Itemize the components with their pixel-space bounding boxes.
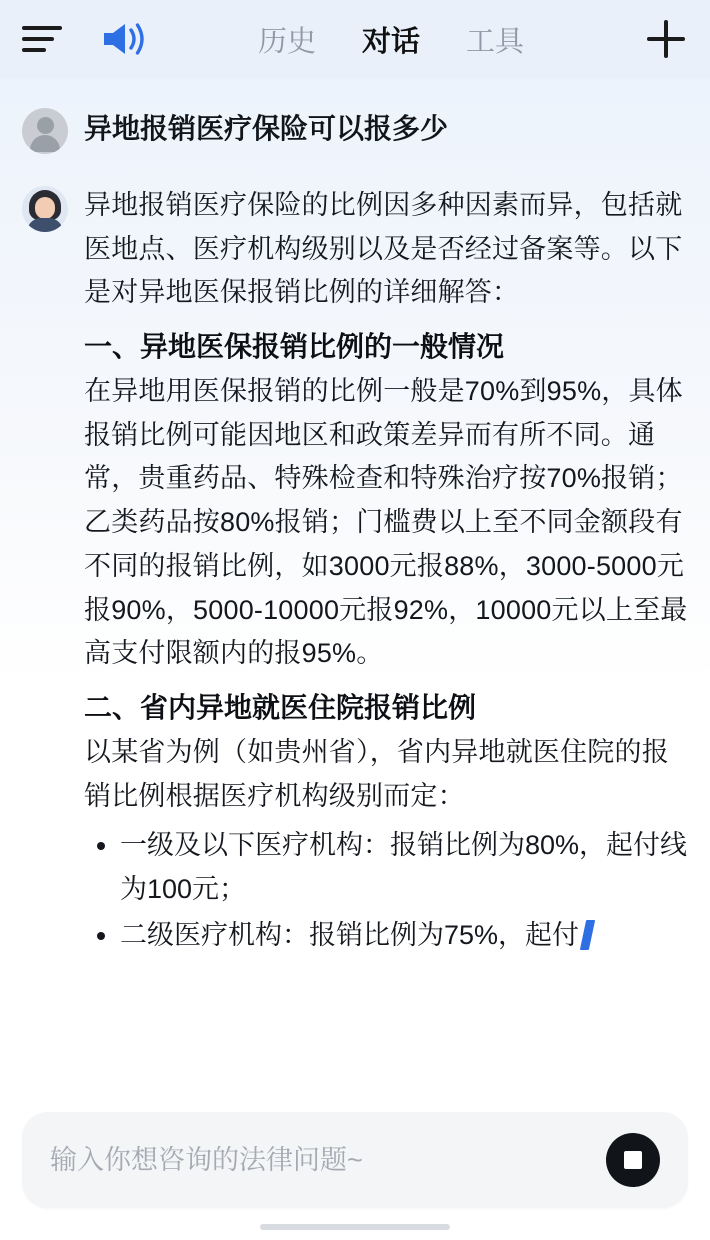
- avatar-face: [35, 197, 55, 219]
- bullet-text-2: 二级医疗机构：报销比例为75%，起付: [120, 919, 580, 950]
- list-item: [120, 824, 688, 911]
- menu-line-3: [22, 48, 46, 52]
- stop-square-icon: [624, 1151, 642, 1169]
- composer[interactable]: [22, 1112, 688, 1208]
- menu-line-1: [22, 26, 62, 30]
- menu-line-2: [22, 37, 54, 41]
- conversation-area: [0, 78, 710, 1110]
- user-question-text: 异地报销医疗保险可以报多少: [84, 113, 449, 144]
- assistant-message-body: [84, 184, 688, 960]
- section-two-paragraph: 以某省为例（如贵州省），省内异地就医住院的报销比例根据医疗机构级别而定：: [84, 736, 669, 811]
- typing-caret-icon: [580, 920, 595, 950]
- list-item: [120, 914, 688, 958]
- user-avatar: [22, 108, 68, 154]
- user-message: [22, 78, 688, 154]
- speaker-on-icon[interactable]: [98, 17, 146, 61]
- avatar-body: [27, 218, 63, 232]
- tab-tools[interactable]: 工具: [466, 25, 525, 58]
- assistant-intro-paragraph: 异地报销医疗保险的比例因多种因素而异，包括就医地点、医疗机构级别以及是否经过备案等。以下是对异地医保报销比例的详细解答：: [84, 190, 683, 308]
- assistant-avatar: [22, 186, 68, 232]
- bullet-text-1: 一级及以下医疗机构：报销比例为80%，起付线为100元；: [120, 830, 688, 905]
- section-two-heading: 二、省内异地就医住院报销比例: [84, 692, 477, 724]
- tab-conversation[interactable]: 对话: [361, 25, 420, 58]
- assistant-message: [22, 154, 688, 960]
- tab-bar: [146, 19, 636, 60]
- tab-history[interactable]: 历史: [257, 25, 316, 58]
- hamburger-menu-icon[interactable]: [22, 22, 62, 56]
- section-one-heading: 一、异地医保报销比例的一般情况: [84, 331, 505, 363]
- stop-generation-button[interactable]: [606, 1133, 660, 1187]
- message-input[interactable]: [50, 1145, 606, 1176]
- new-chat-plus-icon[interactable]: [644, 17, 688, 61]
- section-two-bullet-list: [84, 824, 688, 957]
- section-one-paragraph: 在异地用医保报销的比例一般是70%到95%，具体报销比例可能因地区和政策差异而有所不同。通常，贵重药品、特殊检查和特殊治疗按70%报销；乙类药品按80%报销；门槛费以上至不同金额段有不同的报销比例，如3000元报88%，3000-5000元报90%，5000-10000元报92%，10000元以上至最高支付限额内的报95%。: [84, 376, 688, 669]
- home-indicator: [260, 1224, 450, 1230]
- composer-area: [0, 1110, 710, 1240]
- top-bar: [0, 0, 710, 78]
